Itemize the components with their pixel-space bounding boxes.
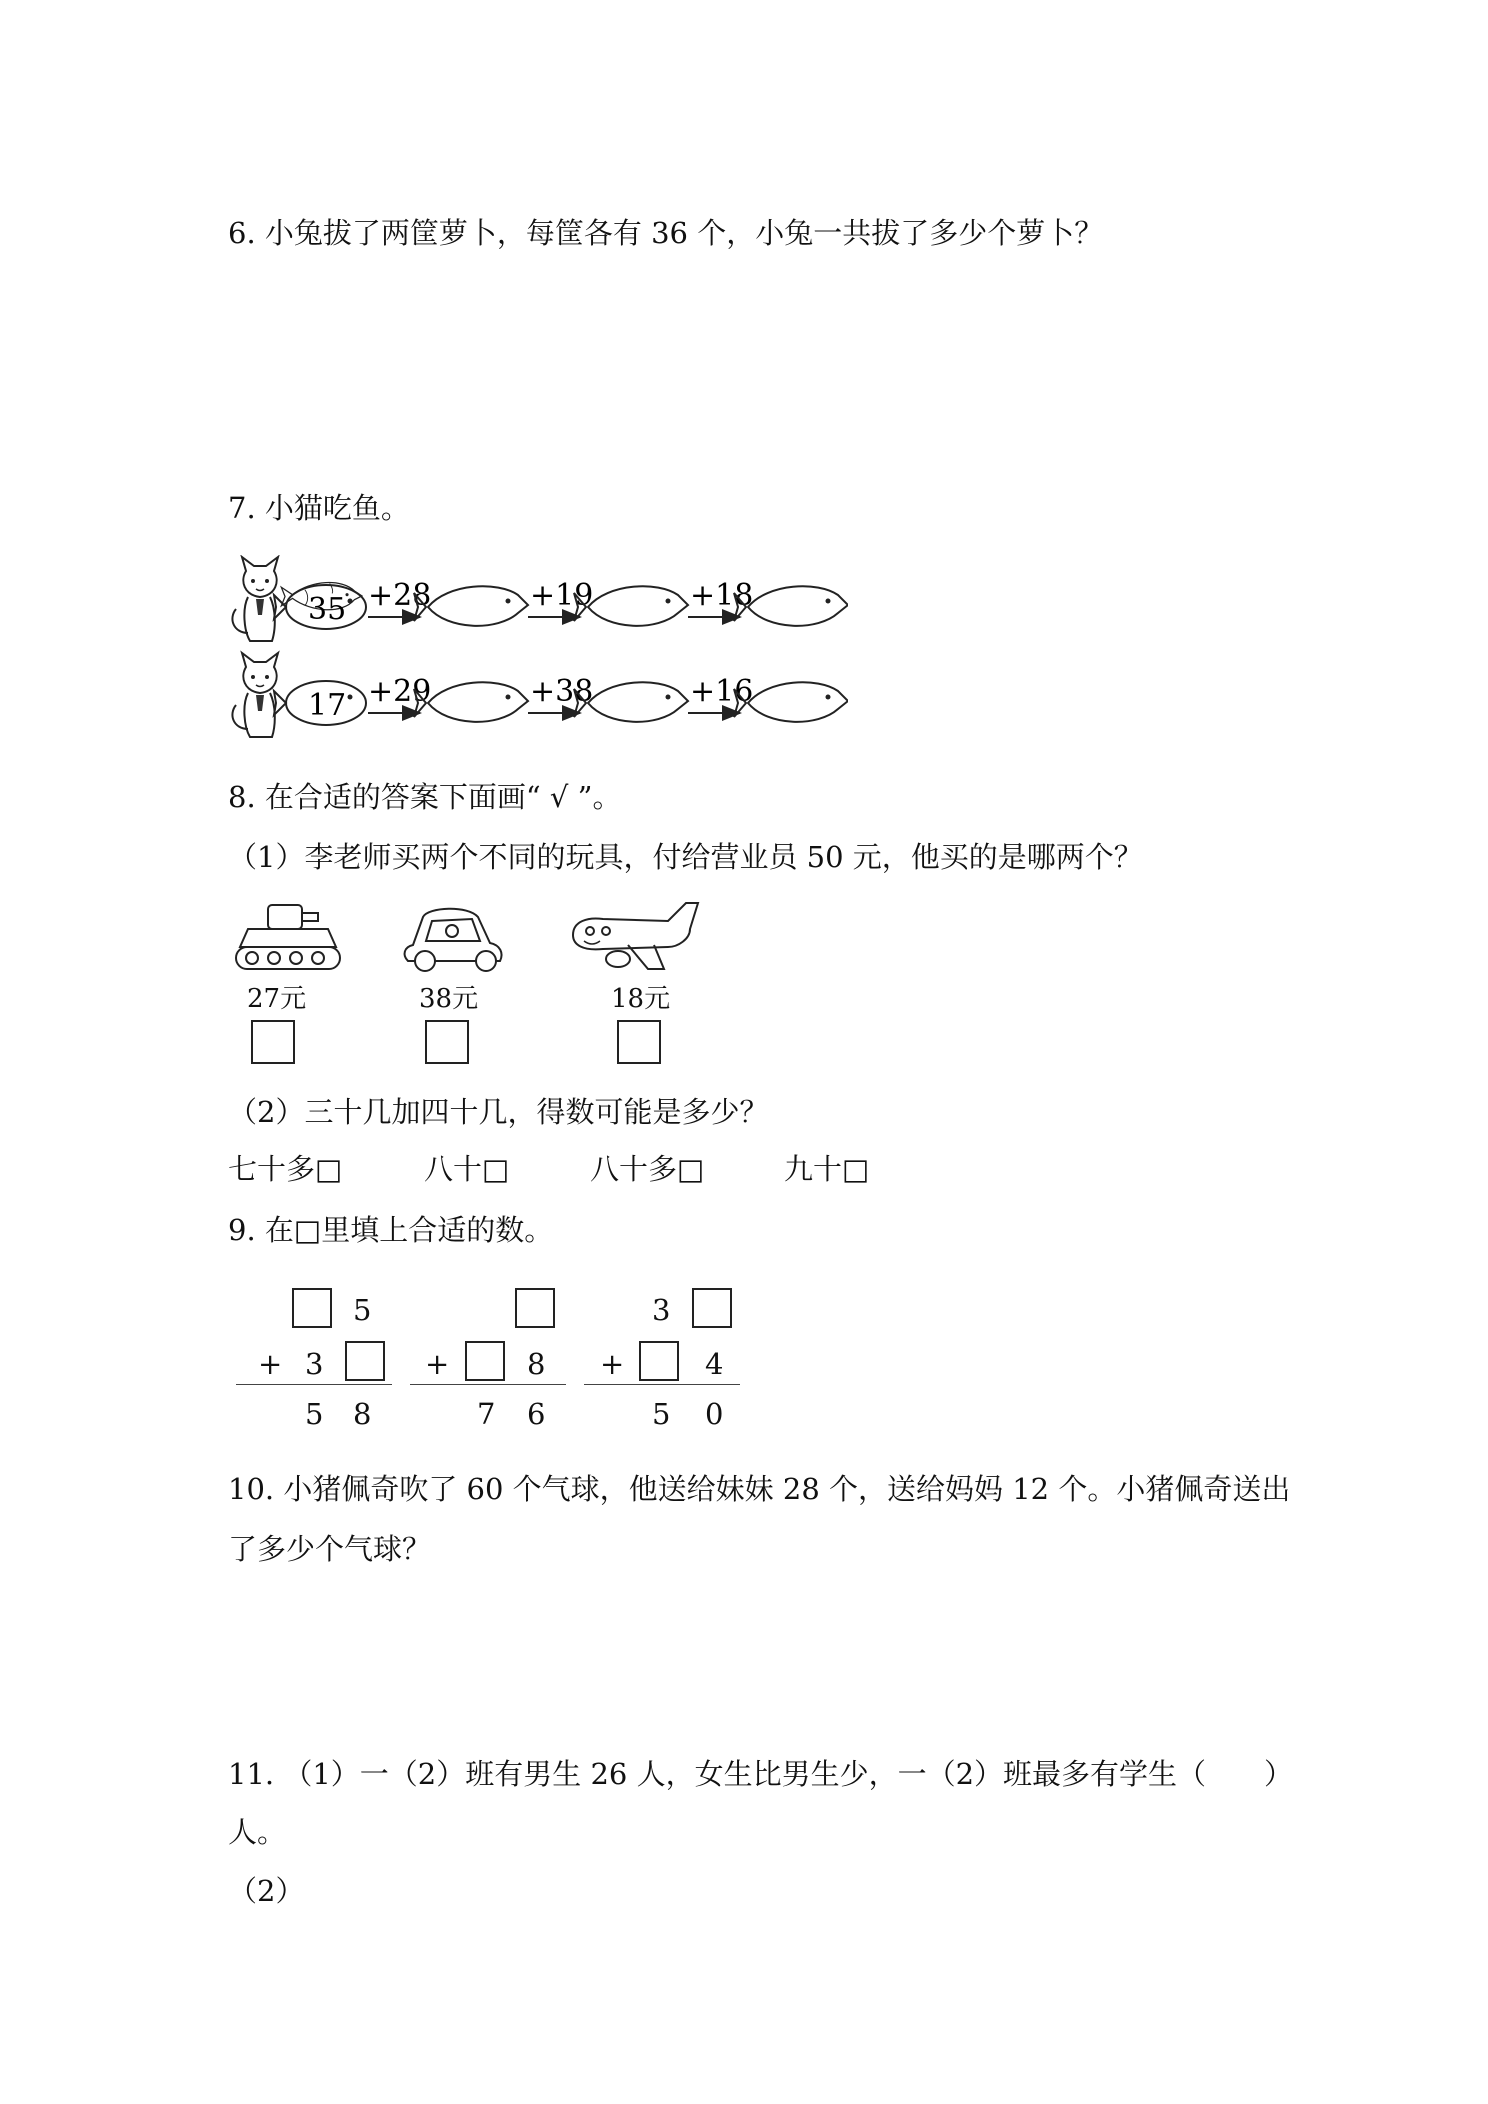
- digit: 0: [705, 1397, 724, 1431]
- question-8-sub2: （2）三十几加四十几，得数可能是多少？: [228, 1095, 769, 1129]
- question-11-line2: 人。: [228, 1815, 287, 1849]
- question-8-sub1: （1）李老师买两个不同的玩具，付给营业员 50 元，他买的是哪两个？: [228, 840, 1143, 874]
- cat-icon: [232, 653, 278, 737]
- car-toy-icon: [405, 909, 502, 971]
- tank-toy-icon: [236, 905, 340, 969]
- op-label: +38: [530, 674, 594, 709]
- toy-price-1: 27元: [247, 984, 307, 1014]
- digit-blank-box[interactable]: [639, 1341, 679, 1381]
- question-6-text: 6. 小兔拔了两筐萝卜，每筐各有 36 个，小兔一共拔了多少个萝卜？: [228, 216, 1104, 250]
- cat-fish-diagram: [228, 555, 848, 745]
- toys-illustration: [228, 895, 708, 990]
- digit: 8: [527, 1347, 546, 1381]
- digit: 5: [353, 1293, 372, 1327]
- digit: 3: [305, 1347, 324, 1381]
- choice-3[interactable]: 八十多□: [590, 1152, 705, 1186]
- digit-blank-box[interactable]: [515, 1288, 555, 1328]
- question-8-text: 8. 在合适的答案下面画“ √ ”。: [228, 780, 622, 814]
- question-11-line3: （2）: [228, 1874, 305, 1908]
- fish-start-value-row2: 17: [308, 688, 347, 723]
- choice-2[interactable]: 八十□: [424, 1152, 510, 1186]
- digit: 4: [705, 1347, 724, 1381]
- digit-blank-box[interactable]: [345, 1341, 385, 1381]
- question-10-line2: 了多少个气球？: [228, 1532, 432, 1566]
- toy-check-box-1[interactable]: [251, 1020, 295, 1064]
- question-10-line1: 10. 小猪佩奇吹了 60 个气球，他送给妹妹 28 个，送给妈妈 12 个。小猪佩奇送出: [228, 1472, 1291, 1506]
- cat-icon: [232, 557, 278, 641]
- question-7-text: 7. 小猫吃鱼。: [228, 491, 410, 525]
- plus-sign: +: [600, 1347, 625, 1381]
- choice-1[interactable]: 七十多□: [228, 1152, 343, 1186]
- digit-blank-box[interactable]: [465, 1341, 505, 1381]
- op-label: +29: [368, 674, 432, 709]
- toy-price-3: 18元: [611, 984, 671, 1014]
- toy-price-2: 38元: [419, 984, 479, 1014]
- digit: 7: [477, 1397, 496, 1431]
- op-label: +28: [368, 578, 432, 613]
- op-label: +19: [530, 578, 594, 613]
- question-11-line1: 11. （1）一（2）班有男生 26 人，女生比男生少，一（2）班最多有学生（ ）: [228, 1757, 1294, 1791]
- plus-sign: +: [425, 1347, 450, 1381]
- fish-start-value-row1: 35: [308, 592, 347, 627]
- digit: 5: [652, 1397, 671, 1431]
- plus-sign: +: [258, 1347, 283, 1381]
- op-label: +18: [690, 578, 754, 613]
- question-9-text: 9. 在□里填上合适的数。: [228, 1213, 554, 1247]
- op-label: +16: [690, 674, 754, 709]
- toy-check-box-2[interactable]: [425, 1020, 469, 1064]
- digit: 8: [353, 1397, 372, 1431]
- choice-4[interactable]: 九十□: [784, 1152, 870, 1186]
- toy-check-box-3[interactable]: [617, 1020, 661, 1064]
- digit: 6: [527, 1397, 546, 1431]
- airplane-toy-icon: [573, 903, 698, 969]
- digit: 3: [652, 1293, 671, 1327]
- digit: 5: [305, 1397, 324, 1431]
- digit-blank-box[interactable]: [292, 1288, 332, 1328]
- digit-blank-box[interactable]: [692, 1288, 732, 1328]
